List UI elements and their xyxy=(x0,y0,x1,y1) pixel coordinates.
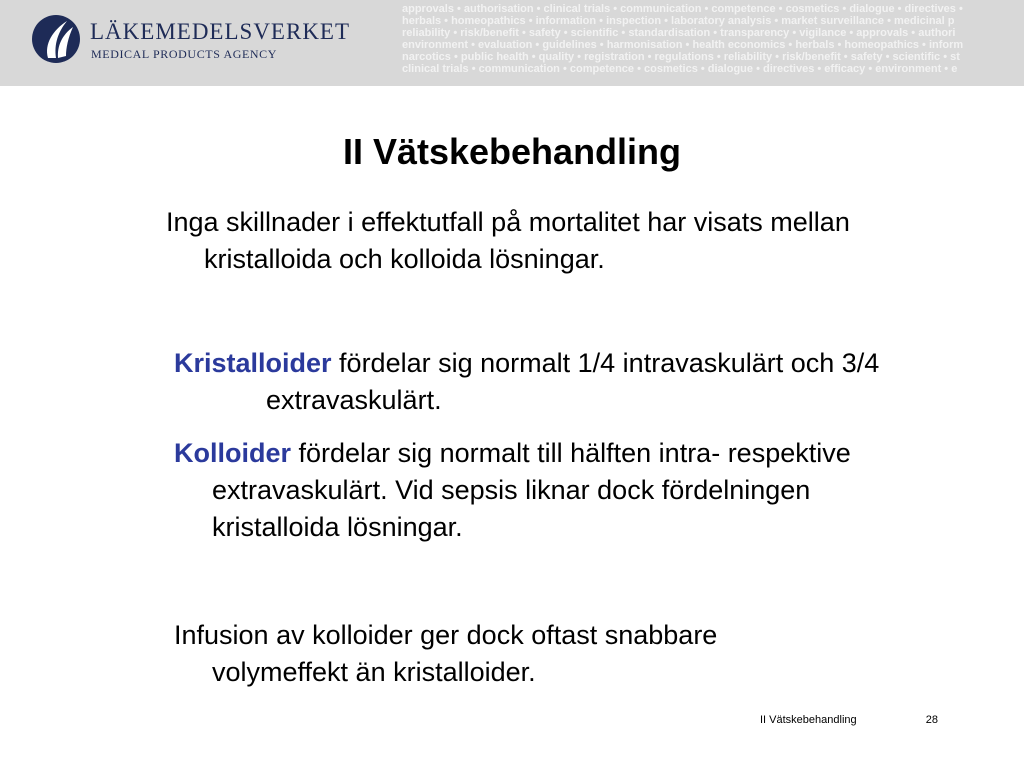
slide-title: II Vätskebehandling xyxy=(342,131,682,172)
paragraph-crystalloids xyxy=(174,345,956,419)
crystalloids-text: fördelar sig normalt 1/4 intravaskulärt och 3/4 extravaskulärt. xyxy=(266,348,880,415)
keyword-line: reliability • risk/benefit • safety • scientific • standardisation • transparency • vigilance • approvals • authori xyxy=(402,27,956,40)
colloids-text: fördelar sig normalt till hälften intra- respektive extravaskulärt. Vid sepsis liknar dock fördelningen kristalloida lösningar. xyxy=(212,438,851,542)
paragraph-colloids xyxy=(174,435,902,546)
paragraph-mortality: Inga skillnader i effektutfall på mortalitet har visats mellan kristalloida och kolloida lösningar. xyxy=(166,207,850,274)
keyword-line: clinical trials • communication • competence • cosmetics • dialogue • directives • efficacy • environment • e xyxy=(402,63,958,76)
slide-footer xyxy=(760,714,938,726)
keyword-colloids: Kolloider xyxy=(174,438,292,468)
paragraph-infusion: Infusion av kolloider ger dock oftast snabbare volymeffekt än kristalloider. xyxy=(174,620,718,687)
keyword-line: herbals • homeopathics • information • inspection • laboratory analysis • market surveillance • medicinal p xyxy=(402,15,955,28)
keyword-line: environment • evaluation • guidelines • harmonisation • health economics • herbals • homeopathics • inform xyxy=(402,39,964,52)
agency-name: LÄKEMEDELSVERKET xyxy=(90,19,351,44)
agency-logo-icon xyxy=(31,14,81,64)
keyword-crystalloids: Kristalloider xyxy=(174,348,332,378)
header-banner xyxy=(0,0,1024,86)
agency-subtitle: MEDICAL PRODUCTS AGENCY xyxy=(91,47,278,61)
keyword-line: approvals • authorisation • clinical trials • communication • competence • cosmetics • dialogue • directives • xyxy=(402,3,963,15)
page-number: 28 xyxy=(925,714,938,726)
keyword-line: narcotics • public health • quality • registration • regulations • reliability • risk/benefit • safety • scientific • st xyxy=(402,51,960,64)
keyword-watermark xyxy=(402,3,1024,76)
footer-title: II Vätskebehandling xyxy=(760,714,857,726)
